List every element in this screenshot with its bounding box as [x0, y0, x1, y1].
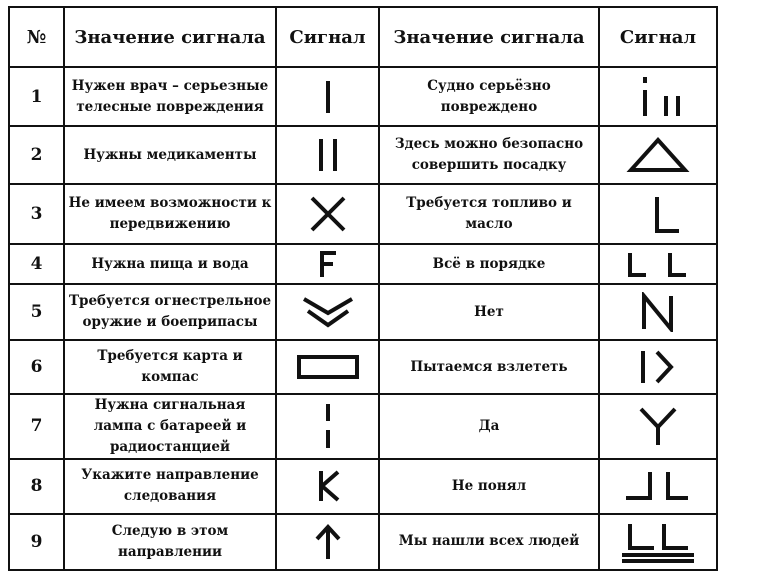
- single-vertical-line-icon: [277, 77, 378, 117]
- header-meaning-2: Значение сигнала: [379, 7, 599, 67]
- left-signal: [276, 284, 379, 340]
- l-shape-icon: [600, 191, 716, 237]
- row-number: 9: [9, 514, 64, 570]
- triangle-icon: [600, 135, 716, 175]
- header-meaning-1: Значение сигнала: [64, 7, 276, 67]
- left-signal: [276, 126, 379, 184]
- left-signal: [276, 514, 379, 570]
- table-row: [9, 459, 717, 514]
- arrow-up-icon: [277, 522, 378, 562]
- k-shape-icon: [277, 468, 378, 504]
- reverse-l-and-l-icon: [600, 468, 716, 504]
- double-l-shape-icon: [600, 249, 716, 279]
- left-meaning: Нужна пища и вода: [64, 244, 276, 284]
- double-chevron-down-icon: [277, 295, 378, 329]
- right-meaning: Здесь можно безопасно совершить посадку: [379, 126, 599, 184]
- right-signal: [599, 67, 717, 126]
- table-row: [9, 126, 717, 184]
- table-row: [9, 67, 717, 126]
- left-signal: [276, 340, 379, 394]
- n-shape-icon: [600, 292, 716, 332]
- left-meaning: Не имеем возможности к передвижению: [64, 184, 276, 244]
- row-number: 2: [9, 126, 64, 184]
- right-signal: [599, 284, 717, 340]
- split-vertical-line-icon: [277, 402, 378, 450]
- right-signal: [599, 126, 717, 184]
- left-meaning: Требуется карта и компас: [64, 340, 276, 394]
- bar-arrow-right-icon: [600, 347, 716, 387]
- table-row: [9, 514, 717, 570]
- table-row: [9, 340, 717, 394]
- left-meaning: Следую в этом направлении: [64, 514, 276, 570]
- right-meaning: Всё в порядке: [379, 244, 599, 284]
- dot-line-double-line-icon: [600, 74, 716, 120]
- right-meaning: Да: [379, 394, 599, 459]
- header-signal-2: Сигнал: [599, 7, 717, 67]
- table-row: [9, 284, 717, 340]
- left-meaning: Требуется огнестрельное оружие и боеприпасы: [64, 284, 276, 340]
- double-l-underlined-icon: [600, 520, 716, 564]
- signal-table: [8, 6, 718, 571]
- row-number: 1: [9, 67, 64, 126]
- double-vertical-lines-icon: [277, 135, 378, 175]
- x-cross-icon: [277, 194, 378, 234]
- left-signal: [276, 244, 379, 284]
- table-row: [9, 394, 717, 459]
- right-signal: [599, 459, 717, 514]
- left-signal: [276, 394, 379, 459]
- row-number: 4: [9, 244, 64, 284]
- right-signal: [599, 394, 717, 459]
- right-meaning: Пытаемся взлететь: [379, 340, 599, 394]
- left-meaning: Укажите направление следования: [64, 459, 276, 514]
- left-signal: [276, 67, 379, 126]
- right-meaning: Не понял: [379, 459, 599, 514]
- right-meaning: Нет: [379, 284, 599, 340]
- right-meaning: Мы нашли всех людей: [379, 514, 599, 570]
- row-number: 7: [9, 394, 64, 459]
- right-signal: [599, 340, 717, 394]
- header-num: №: [9, 7, 64, 67]
- row-number: 6: [9, 340, 64, 394]
- left-meaning: Нужны медикаменты: [64, 126, 276, 184]
- left-signal: [276, 184, 379, 244]
- left-signal: [276, 459, 379, 514]
- right-signal: [599, 244, 717, 284]
- table-row: [9, 184, 717, 244]
- y-shape-icon: [600, 405, 716, 447]
- row-number: 5: [9, 284, 64, 340]
- rectangle-icon: [277, 352, 378, 382]
- right-signal: [599, 184, 717, 244]
- left-meaning: Нужна сигнальная лампа с батареей и радиостанцией: [64, 394, 276, 459]
- header-signal-1: Сигнал: [276, 7, 379, 67]
- right-meaning: Судно серьёзно повреждено: [379, 67, 599, 126]
- table-row: [9, 244, 717, 284]
- row-number: 3: [9, 184, 64, 244]
- header-row: [9, 7, 717, 67]
- right-meaning: Требуется топливо и масло: [379, 184, 599, 244]
- right-signal: [599, 514, 717, 570]
- left-meaning: Нужен врач – серьезные телесные повреждения: [64, 67, 276, 126]
- row-number: 8: [9, 459, 64, 514]
- f-shape-icon: [277, 249, 378, 279]
